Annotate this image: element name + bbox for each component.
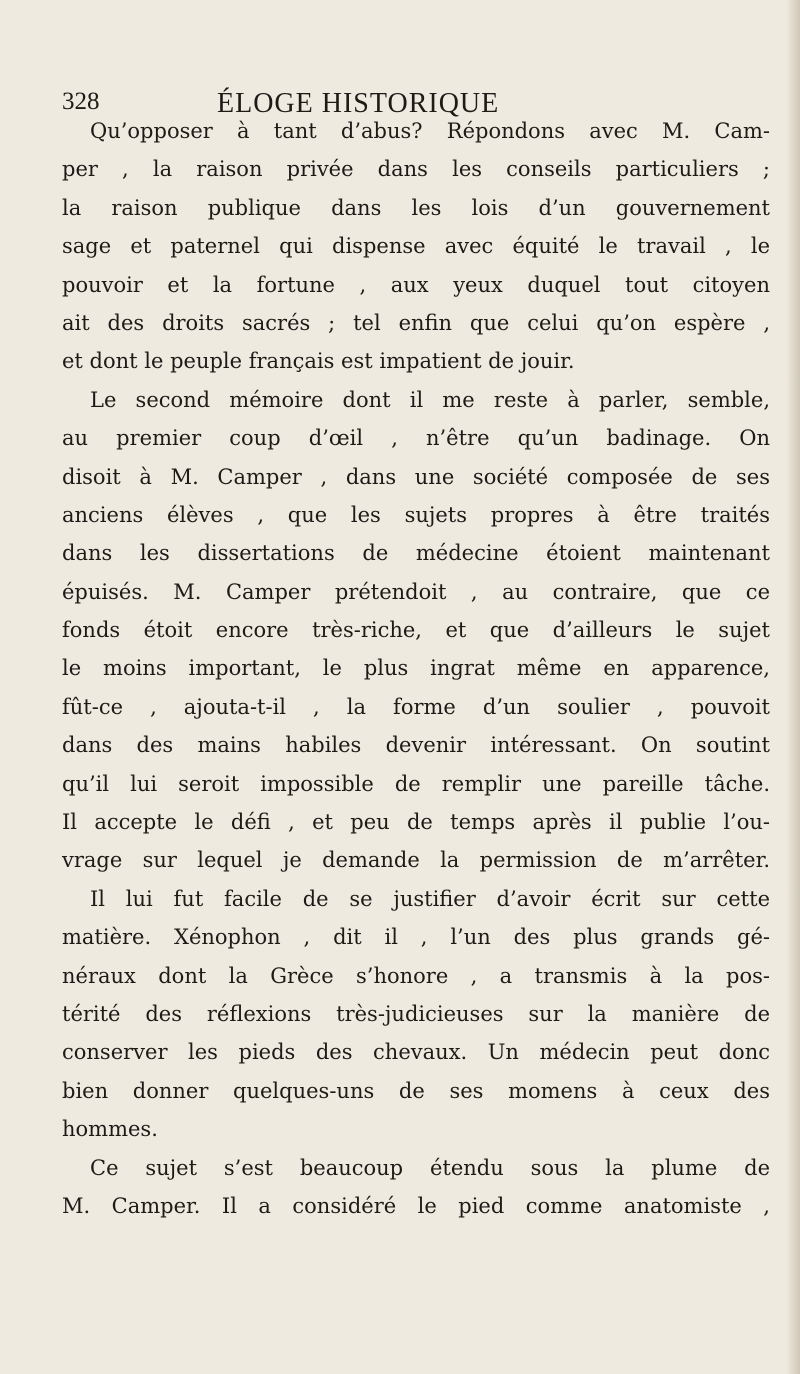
text-line: hommes. xyxy=(62,1117,158,1142)
text-line: sage et paternel qui dispense avec équité le travail , le xyxy=(62,234,770,259)
text-line: Ce sujet s’est beaucoup étendu sous la plume de xyxy=(90,1155,770,1180)
text-line: conserver les pieds des chevaux. Un médecin peut donc xyxy=(62,1040,770,1065)
text-line: ait des droits sacrés ; tel enfin que celui qu’on espère , xyxy=(62,310,770,335)
text-line: disoit à M. Camper , dans une société composée de ses xyxy=(62,464,770,489)
text-line: qu’il lui seroit impossible de remplir une pareille tâche. xyxy=(62,771,770,796)
page-edge-shadow xyxy=(786,0,800,1374)
body-text xyxy=(62,112,770,1225)
text-line: Qu’opposer à tant d’abus? Répondons avec M. Cam- xyxy=(90,119,770,143)
text-line: la raison publique dans les lois d’un gouvernement xyxy=(62,195,770,220)
page-number: 328 xyxy=(62,88,100,115)
text-line: dans des mains habiles devenir intéressant. On soutint xyxy=(62,733,770,758)
text-line: per , la raison privée dans les conseils particuliers ; xyxy=(62,157,770,182)
text-line: dans les dissertations de médecine étoient maintenant xyxy=(62,541,770,566)
text-line: fonds étoit encore très-riche, et que d’ailleurs le sujet xyxy=(62,618,770,643)
text-line: épuisés. M. Camper prétendoit , au contraire, que ce xyxy=(62,579,770,604)
text-line: matière. Xénophon , dit il , l’un des plus grands gé- xyxy=(62,925,770,950)
text-line: vrage sur lequel je demande la permission de m’arrêter. xyxy=(62,848,770,873)
text-line: pouvoir et la fortune , aux yeux duquel tout citoyen xyxy=(62,272,770,297)
text-line: bien donner quelques-uns de ses momens à ceux des xyxy=(62,1078,770,1103)
text-line: néraux dont la Grèce s’honore , a transmis à la pos- xyxy=(62,963,770,988)
text-line: Le second mémoire dont il me reste à parler, semble, xyxy=(90,387,770,412)
text-line: Il lui fut facile de se justifier d’avoir écrit sur cette xyxy=(90,886,770,911)
text-line: et dont le peuple français est impatient de jouir. xyxy=(62,349,575,374)
text-line: le moins important, le plus ingrat même en apparence, xyxy=(62,656,770,681)
text-line: fût-ce , ajouta-t-il , la forme d’un soulier , pouvoit xyxy=(62,694,770,719)
text-line: térité des réflexions très-judicieuses sur la manière de xyxy=(62,1001,770,1026)
text-line: au premier coup d’œil , n’être qu’un badinage. On xyxy=(62,426,770,451)
text-line: anciens élèves , que les sujets propres à être traités xyxy=(62,502,770,527)
text-line: M. Camper. Il a considéré le pied comme anatomiste , xyxy=(62,1193,770,1218)
text-line: Il accepte le défi , et peu de temps après il publie l’ou- xyxy=(62,810,770,835)
running-title: ÉLOGE HISTORIQUE xyxy=(217,88,500,119)
